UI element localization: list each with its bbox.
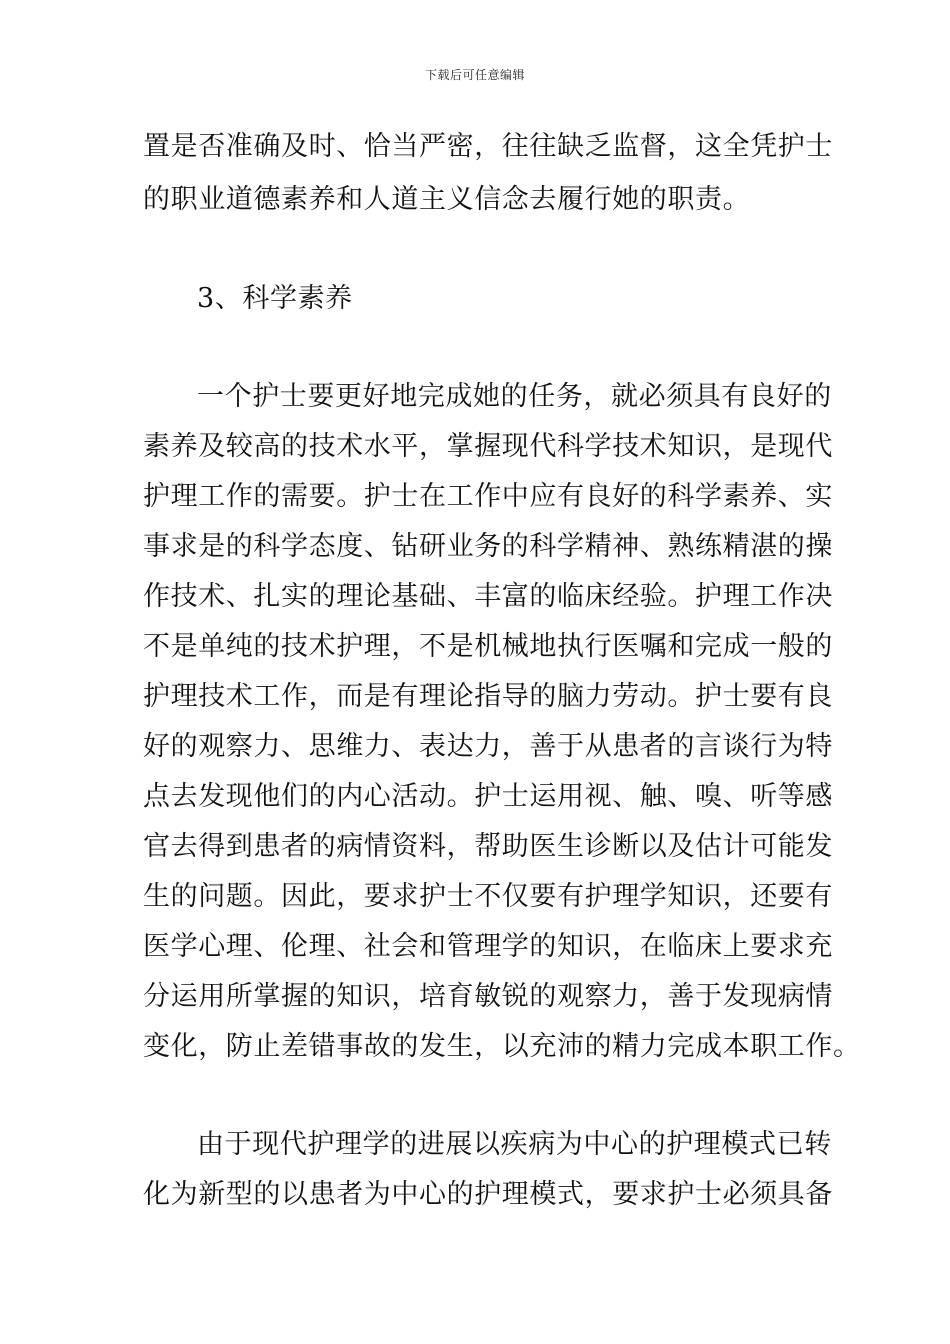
paragraph-3-line-5: 作技术、扎实的理论基础、丰富的临床经验。护理工作决 — [143, 581, 833, 612]
paragraph-3-line-13: 分运用所掌握的知识，培育敏锐的观察力，善于发现病情 — [143, 981, 833, 1012]
paragraph-3-line-6: 不是单纯的技术护理，不是机械地执行医嘱和完成一般的 — [143, 631, 833, 662]
paragraph-3-line-14: 变化，防止差错事故的发生，以充沛的精力完成本职工作。 — [143, 1031, 861, 1062]
paragraph-3-line-11: 生的问题。因此，要求护士不仅要有护理学知识，还要有 — [143, 881, 833, 912]
section-heading: 3、科学素养 — [197, 283, 353, 314]
paragraph-3-line-1: 一个护士要更好地完成她的任务，就必须具有良好的 — [197, 381, 832, 412]
paragraph-3-line-2: 素养及较高的技术水平，掌握现代科学技术知识，是现代 — [143, 431, 833, 462]
paragraph-4-line-2: 化为新型的以患者为中心的护理模式，要求护士必须具备 — [143, 1179, 833, 1210]
paragraph-1-line-2: 的职业道德素养和人道主义信念去履行她的职责。 — [143, 184, 751, 215]
paragraph-3-line-3: 护理工作的需要。护士在工作中应有良好的科学素养、实 — [143, 481, 833, 512]
paragraph-3-line-9: 点去发现他们的内心活动。护士运用视、触、嗅、听等感 — [143, 781, 833, 812]
page-header: 下载后可任意编辑 — [424, 68, 525, 82]
paragraph-3-line-10: 官去得到患者的病情资料，帮助医生诊断以及估计可能发 — [143, 831, 833, 862]
paragraph-3-line-7: 护理技术工作，而是有理论指导的脑力劳动。护士要有良 — [143, 681, 833, 712]
paragraph-3-line-4: 事求是的科学态度、钻研业务的科学精神、熟练精湛的操 — [143, 531, 833, 562]
paragraph-3-line-8: 好的观察力、思维力、表达力，善于从患者的言谈行为特 — [143, 731, 833, 762]
paragraph-1-line-1: 置是否准确及时、恰当严密，往往缺乏监督，这全凭护士 — [143, 131, 833, 162]
paragraph-4-line-1: 由于现代护理学的进展以疾病为中心的护理模式已转 — [197, 1129, 832, 1160]
paragraph-3-line-12: 医学心理、伦理、社会和管理学的知识，在临床上要求充 — [143, 931, 833, 962]
